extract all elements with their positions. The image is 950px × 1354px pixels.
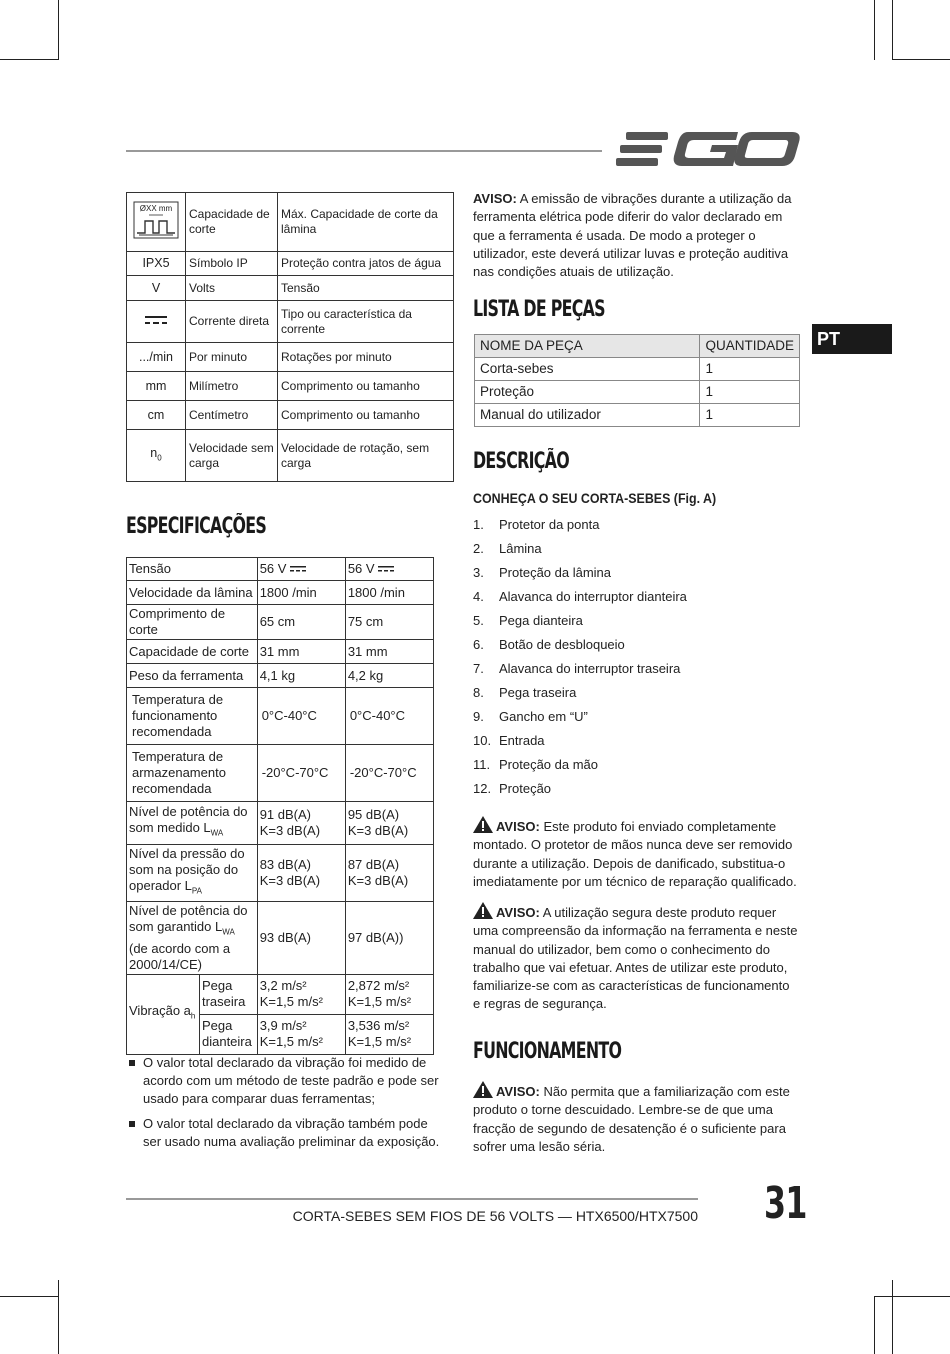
crop-mark (58, 1280, 59, 1354)
language-tab: PT (812, 324, 892, 354)
spec-key-text: Nível de potência do som garantido L (129, 903, 248, 934)
spec-value-text: 56 V (259, 561, 287, 576)
spec-value-line: 3,2 m/s² (259, 978, 307, 994)
crop-mark (892, 0, 893, 60)
item-text: Alavanca do interruptor traseira (499, 661, 681, 676)
symbol-name: Volts (186, 276, 278, 301)
symbol-desc: Comprimento ou tamanho (278, 372, 454, 401)
part-name: Corta-sebes (475, 358, 700, 381)
list-item (126, 1115, 446, 1151)
item-text: Pega traseira (499, 685, 577, 700)
description-subheading: CONHEÇA O SEU CORTA-SEBES (Fig. A) (473, 491, 717, 506)
item-number: 2. (473, 541, 484, 556)
spec-value-line: 95 dB(A) (347, 807, 400, 822)
table-row (127, 802, 434, 845)
symbol-cell (127, 430, 186, 482)
spec-value: -20°C-70°C (257, 745, 345, 802)
spec-value-line: 3,536 m/s² (347, 1018, 410, 1034)
part-qty: 1 (700, 404, 800, 427)
table-row (127, 605, 434, 640)
header-rule (126, 150, 602, 152)
spec-value-line: K=3 dB(A) (259, 823, 321, 838)
spec-key: Velocidade da lâmina (127, 581, 258, 605)
item-number: 6. (473, 637, 484, 652)
spec-value-line: 3,9 m/s² (259, 1018, 307, 1034)
spec-value-line: 91 dB(A) (259, 807, 311, 822)
table-row (475, 381, 800, 404)
vibration-grip: Pega traseira (199, 974, 257, 1014)
table-row (127, 974, 434, 1014)
spec-value: 93 dB(A) (257, 902, 345, 975)
spec-key-sub: PA (191, 886, 202, 896)
spec-value (345, 1014, 433, 1054)
warning-label: AVISO: (473, 191, 517, 206)
spec-value: 65 cm (257, 605, 345, 640)
symbol-table (126, 192, 454, 482)
item-text: Botão de desbloqueio (499, 637, 625, 652)
spec-value-line: 87 dB(A) (347, 857, 400, 872)
item-number: 12. (473, 781, 492, 796)
table-row (127, 902, 434, 975)
part-qty: 1 (700, 358, 800, 381)
warning-text: Este produto foi enviado completamente montado. O protetor de mãos nunca deve ser removido durante a utilização. Depois de danificado, substitua-o imediatamente por um técnico de reparação qualificado. (473, 819, 797, 889)
item-number: 11. (473, 757, 491, 772)
item-text: Gancho em “U” (499, 709, 588, 724)
table-row (127, 688, 434, 745)
spec-value-line: 2,872 m/s² (347, 978, 410, 994)
spec-key-tail: (de acordo com a 2000/14/CE) (129, 940, 231, 972)
footer-text: CORTA-SEBES SEM FIOS DE 56 VOLTS — HTX6500/HTX7500 (292, 1208, 698, 1224)
spec-value (257, 1014, 345, 1054)
symbol-cell: cm (127, 401, 186, 430)
no-load-symbol-sub: 0 (157, 453, 162, 463)
spec-key: Temperatura de funcionamento recomendada (127, 688, 258, 745)
no-load-symbol: n (150, 445, 158, 460)
symbol-name: Milímetro (186, 372, 278, 401)
parts-col-qty: QUANTIDADE (700, 335, 800, 358)
symbol-desc: Rotações por minuto (278, 343, 454, 372)
spec-value-line: K=1,5 m/s² (347, 1034, 412, 1050)
direct-current-icon (378, 565, 394, 573)
spec-key-sub: h (190, 1011, 196, 1021)
spec-value: 1800 /min (345, 581, 433, 605)
item-text: Protetor da ponta (499, 517, 600, 532)
symbol-name: Por minuto (186, 343, 278, 372)
spec-value: 4,2 kg (345, 664, 433, 688)
operation-heading: FUNCIONAMENTO (473, 1039, 622, 1064)
symbol-cell: V (127, 276, 186, 301)
table-row (127, 401, 454, 430)
direct-current-icon (290, 565, 306, 573)
part-name: Proteção (475, 381, 700, 404)
table-row (127, 640, 434, 664)
spec-value: 97 dB(A)) (345, 902, 433, 975)
table-row (475, 358, 800, 381)
spec-key (127, 845, 258, 902)
spec-value: 4,1 kg (257, 664, 345, 688)
warning-label: AVISO: (496, 819, 540, 834)
spec-key: Comprimento de corte (127, 605, 258, 640)
item-number: 7. (473, 661, 484, 676)
symbol-desc: Proteção contra jatos de água (278, 252, 454, 276)
spec-value (257, 802, 345, 845)
item-text: Proteção da mão (499, 757, 599, 772)
table-row (127, 430, 454, 482)
footer-rule (126, 1198, 698, 1200)
item-text: Entrada (499, 733, 545, 748)
description-heading: DESCRIÇÃO (473, 449, 569, 474)
spec-value (257, 974, 345, 1014)
bullet-square (129, 1060, 135, 1066)
list-item (126, 1054, 446, 1108)
spec-value (345, 558, 433, 581)
bullet-text: O valor total declarado da vibração foi medido de acordo com um método de teste padrão e pode ser usado para comparar duas ferramentas; (143, 1055, 439, 1106)
symbol-name: Velocidade sem carga (186, 430, 278, 482)
item-text: Proteção da lâmina (499, 565, 612, 580)
item-number: 4. (473, 589, 484, 604)
table-row (127, 193, 454, 252)
item-number: 9. (473, 709, 484, 724)
spec-value-line: K=1,5 m/s² (347, 994, 412, 1010)
spec-value (345, 845, 433, 902)
item-number: 8. (473, 685, 484, 700)
warning-triangle-icon (473, 1081, 493, 1098)
crop-mark (874, 1296, 950, 1297)
spec-value: 31 mm (345, 640, 433, 664)
symbol-name: Corrente direta (186, 301, 278, 343)
spec-value-line: K=1,5 m/s² (259, 1034, 323, 1050)
table-row (127, 581, 434, 605)
spec-value-line: K=1,5 m/s² (259, 994, 323, 1010)
parts-col-name: NOME DA PEÇA (475, 335, 700, 358)
warning-triangle-icon (473, 902, 493, 919)
spec-value (345, 974, 433, 1014)
spec-key-sub: WA (210, 828, 224, 838)
crop-mark (58, 0, 59, 60)
spec-value-line: K=3 dB(A) (347, 823, 409, 838)
spec-key (127, 802, 258, 845)
warning-label: AVISO: (496, 905, 540, 920)
warning-text: A utilização segura deste produto requer uma compreensão da informação na ferramenta e neste manual do utilizador, bem como o conhecimento do trabalho que vai efetuar. Antes de utilizar este produto, familiarize-se com as características de funcionamento e regras de segurança. (473, 905, 798, 1012)
spec-value (345, 802, 433, 845)
table-row (127, 558, 434, 581)
bullet-text: O valor total declarado da vibração também pode ser usado numa avaliação preliminar da exposição. (143, 1116, 440, 1149)
table-row (127, 664, 434, 688)
item-number: 1. (473, 517, 484, 532)
crop-mark (892, 1280, 893, 1354)
page-number: 31 (764, 1178, 807, 1229)
table-row (475, 404, 800, 427)
crop-mark (0, 59, 58, 60)
spec-value: 1800 /min (257, 581, 345, 605)
symbol-name: Centímetro (186, 401, 278, 430)
spec-value-line: K=3 dB(A) (347, 873, 409, 888)
spec-key (127, 902, 258, 975)
specs-table (126, 557, 434, 1055)
specs-heading: ESPECIFICAÇÕES (126, 514, 267, 539)
hand-guard-warning (473, 816, 799, 891)
item-number: 10. (473, 733, 492, 748)
item-text: Alavanca do interruptor dianteira (499, 589, 687, 604)
parts-table (474, 334, 800, 427)
bullet-square (129, 1121, 135, 1127)
table-row (127, 252, 454, 276)
vibration-warning (473, 190, 799, 281)
symbol-cell: IPX5 (127, 252, 186, 276)
warning-triangle-icon (473, 816, 493, 833)
spec-key: Tensão (127, 558, 258, 581)
spec-value: 31 mm (257, 640, 345, 664)
crop-mark (874, 1296, 875, 1354)
spec-value: 75 cm (345, 605, 433, 640)
item-number: 5. (473, 613, 484, 628)
spec-key: Temperatura de armazenamento recomendada (127, 745, 258, 802)
crop-mark (0, 1296, 58, 1297)
spec-value: 0°C-40°C (345, 688, 433, 745)
spec-key-text: Nível da pressão do som na posição do operador L (129, 846, 245, 894)
spec-value-text: 56 V (347, 561, 375, 576)
warning-text: A emissão de vibrações durante a utilização da ferramenta elétrica pode diferir do valor declarado em que a ferramenta é usada. De modo a proteger o utilizador, este deverá utilizar luvas e proteção auditiva nas condições atuais de utilização. (473, 191, 792, 280)
crop-mark (874, 0, 875, 60)
spec-key: Peso da ferramenta (127, 664, 258, 688)
table-row (127, 745, 434, 802)
symbol-desc: Máx. Capacidade de corte da lâmina (278, 193, 454, 252)
warning-label: AVISO: (496, 1084, 540, 1099)
cutting-capacity-icon (133, 201, 179, 239)
vibration-grip: Pega dianteira (199, 1014, 257, 1054)
part-name: Manual do utilizador (475, 404, 700, 427)
spec-value: -20°C-70°C (345, 745, 433, 802)
cutting-capacity-symbol (127, 193, 186, 252)
spec-value: 0°C-40°C (257, 688, 345, 745)
symbol-name: Símbolo IP (186, 252, 278, 276)
safe-use-warning (473, 902, 799, 1014)
symbol-desc: Velocidade de rotação, sem carga (278, 430, 454, 482)
item-text: Pega dianteira (499, 613, 583, 628)
symbol-cell: mm (127, 372, 186, 401)
ego-logo (616, 128, 800, 172)
spec-value-line: K=3 dB(A) (259, 873, 321, 888)
spec-value (257, 845, 345, 902)
spec-key-text: Vibração a (129, 1003, 191, 1019)
cutting-capacity-symbol-text: ØXX mm (139, 204, 173, 213)
table-row (127, 301, 454, 343)
crop-mark (892, 59, 950, 60)
table-row (127, 845, 434, 902)
part-qty: 1 (700, 381, 800, 404)
spec-key: Capacidade de corte (127, 640, 258, 664)
item-text: Lâmina (499, 541, 542, 556)
direct-current-symbol (127, 301, 186, 343)
parts-heading: LISTA DE PEÇAS (473, 297, 605, 322)
symbol-desc: Tensão (278, 276, 454, 301)
table-row (475, 335, 800, 358)
symbol-name: Capacidade de corte (186, 193, 278, 252)
item-text: Proteção (499, 781, 552, 796)
symbol-cell: .../min (127, 343, 186, 372)
spec-value-line: 83 dB(A) (259, 857, 311, 872)
direct-current-icon (144, 314, 168, 326)
table-row (127, 372, 454, 401)
table-row (127, 343, 454, 372)
spec-value (257, 558, 345, 581)
spec-key (127, 974, 200, 1054)
item-number: 3. (473, 565, 484, 580)
symbol-desc: Comprimento ou tamanho (278, 401, 454, 430)
operation-warning (473, 1081, 799, 1156)
warning-text: Não permita que a familiarização com este produto o torne descuidado. Lembre-se de que uma fracção de segundo de desatenção é o suficiente para sofrer uma lesão séria. (473, 1084, 790, 1154)
spec-key-text: Nível de potência do som medido L (129, 804, 248, 836)
symbol-desc: Tipo ou característica da corrente (278, 301, 454, 343)
table-row (127, 276, 454, 301)
spec-key-sub: WA (222, 927, 235, 937)
